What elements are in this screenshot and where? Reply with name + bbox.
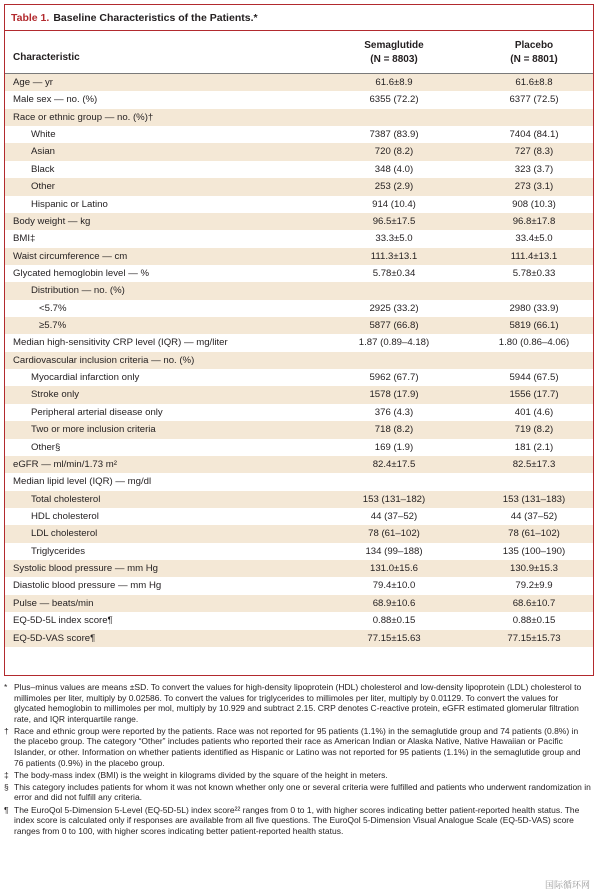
header-semaglutide — [334, 39, 454, 67]
table-row — [5, 126, 593, 143]
row-label: Median high-sensitivity CRP level (IQR) — mg/liter — [13, 337, 228, 349]
table-label: Table 1. — [11, 11, 50, 24]
placebo-value: 135 (100–190) — [502, 545, 566, 557]
placebo-value: 0.88±0.15 — [512, 615, 556, 627]
placebo-value: 5819 (66.1) — [509, 320, 559, 332]
table-row — [5, 525, 593, 542]
semaglutide-value: 77.15±15.63 — [367, 632, 421, 644]
semaglutide-value: 44 (37–52) — [370, 510, 418, 522]
footnote-symbol: § — [4, 781, 9, 792]
table-row — [5, 265, 593, 282]
table-title: Baseline Characteristics of the Patients.* — [53, 11, 258, 24]
semaglutide-value: 169 (1.9) — [374, 441, 414, 453]
footnote — [4, 805, 592, 837]
row-label: Median lipid level (IQR) — mg/dl — [13, 476, 152, 488]
placebo-value: 1556 (17.7) — [509, 389, 559, 401]
footnote — [4, 770, 592, 781]
row-label: Male sex — no. (%) — [13, 94, 98, 106]
header-placebo-name: Placebo — [514, 40, 554, 51]
semaglutide-value: 33.3±5.0 — [375, 233, 413, 245]
header-placebo-n: (N = 8801) — [510, 54, 558, 65]
row-label: Age — yr — [13, 77, 53, 88]
placebo-value: 82.5±17.3 — [512, 458, 556, 470]
semaglutide-value: 253 (2.9) — [374, 181, 414, 193]
row-label: EQ-5D-VAS score¶ — [13, 632, 96, 644]
row-label: Total cholesterol — [31, 493, 101, 505]
semaglutide-value: 7387 (83.9) — [369, 129, 419, 141]
table-row — [5, 473, 593, 490]
row-label: Black — [31, 163, 55, 175]
semaglutide-value: 78 (61–102) — [368, 528, 420, 540]
row-label: Body weight — kg — [13, 215, 91, 227]
table-row — [5, 74, 593, 91]
table-row — [5, 213, 593, 230]
placebo-value: 96.8±17.8 — [512, 215, 556, 227]
table-row — [5, 91, 593, 108]
placebo-value: 77.15±15.73 — [507, 632, 561, 644]
table-row — [5, 143, 593, 160]
row-label: Two or more inclusion criteria — [31, 424, 156, 436]
table-row — [5, 421, 593, 438]
placebo-value: 323 (3.7) — [514, 163, 554, 175]
placebo-value: 6377 (72.5) — [509, 94, 559, 106]
semaglutide-value: 1.87 (0.89–4.18) — [358, 337, 430, 349]
placebo-value: 111.4±13.1 — [510, 250, 558, 262]
table-row — [5, 317, 593, 334]
row-label: Other — [31, 181, 55, 193]
footnote-text: The body-mass index (BMI) is the weight in kilograms divided by the square of the height in meters. — [14, 769, 388, 780]
row-label: Myocardial infarction only — [31, 372, 140, 384]
row-label: eGFR — ml/min/1.73 m² — [13, 458, 117, 470]
row-label: HDL cholesterol — [31, 510, 99, 522]
placebo-value: 5944 (67.5) — [509, 372, 559, 384]
semaglutide-value: 153 (131–182) — [362, 493, 426, 505]
semaglutide-value: 5.78±0.34 — [372, 267, 416, 279]
table-row — [5, 491, 593, 508]
row-label: Peripheral arterial disease only — [31, 406, 163, 418]
placebo-value: 2980 (33.9) — [509, 302, 559, 314]
footnote — [4, 682, 592, 724]
semaglutide-value: 0.88±0.15 — [372, 615, 416, 627]
row-label: Glycated hemoglobin level — % — [13, 267, 149, 279]
watermark-text: 国际循环网 — [544, 880, 590, 890]
table-footnotes — [4, 682, 592, 838]
semaglutide-value: 2925 (33.2) — [369, 302, 419, 314]
footnote-symbol: † — [4, 725, 9, 736]
footnote-text: Race and ethnic group were reported by the patients. Race was not reported for 95 patients (1.1%) in the semaglutide group and 74 patients (0.8%) in the placebo group. The category “Other” includes patients who reported their race as American Indian or Alaska Native, Native Hawaiian or Pacific Islander, or other. Information on whether patients identified as Hispanic or Latino was not reported for 95 patients (1.1%) in the semaglutide group and 76 patients (0.9%) in the placebo group. — [14, 725, 581, 768]
placebo-value: 181 (2.1) — [514, 441, 554, 453]
header-placebo — [474, 39, 594, 67]
header-semaglutide-n: (N = 8803) — [370, 54, 418, 65]
table-row — [5, 109, 593, 126]
table-title-bar — [5, 5, 593, 31]
table-row — [5, 369, 593, 386]
row-label: Asian — [31, 146, 55, 158]
header-semaglutide-name: Semaglutide — [364, 40, 424, 51]
semaglutide-value: 348 (4.0) — [374, 163, 414, 175]
table-row — [5, 248, 593, 265]
row-label: <5.7% — [39, 302, 67, 314]
table-row — [5, 386, 593, 403]
row-label: Stroke only — [31, 389, 79, 401]
placebo-value: 78 (61–102) — [508, 528, 560, 540]
semaglutide-value: 914 (10.4) — [372, 198, 416, 210]
table-row — [5, 178, 593, 195]
semaglutide-value: 1578 (17.9) — [369, 389, 419, 401]
table-row — [5, 404, 593, 421]
semaglutide-value: 5877 (66.8) — [369, 320, 419, 332]
placebo-value: 153 (131–183) — [502, 493, 566, 505]
footnote-symbol: ¶ — [4, 804, 9, 815]
footnote-text: The EuroQol 5-Dimension 5-Level (EQ-5D-5L) index score²² ranges from 0 to 1, with higher scores indicating better patient-reported health status. The index score is calculated only if responses are available from all five questions. The EuroQol 5-Dimension Visual Analogue Scale (EQ-5D-VAS) score ranges from 0 to 100, with higher scores indicating better patient-reported health status. — [14, 804, 580, 836]
placebo-value: 61.6±8.8 — [515, 77, 553, 88]
table-row — [5, 543, 593, 560]
semaglutide-value: 6355 (72.2) — [369, 94, 419, 106]
footnote-text: This category includes patients for whom it was not known whether only one or several criteria were fulfilled and patients who underwent randomization in error and did not fulfill any criteria. — [14, 781, 591, 803]
footnote-symbol: * — [4, 682, 8, 692]
baseline-characteristics-table — [4, 4, 594, 676]
footnote-symbol: ‡ — [4, 769, 9, 780]
semaglutide-value: 61.6±8.9 — [375, 77, 413, 88]
table-body — [5, 74, 593, 647]
semaglutide-value: 5962 (67.7) — [369, 372, 419, 384]
row-label: Distribution — no. (%) — [31, 285, 125, 297]
footnote — [4, 782, 592, 803]
table-row — [5, 508, 593, 525]
table-row — [5, 300, 593, 317]
table-row — [5, 161, 593, 178]
row-label: BMI‡ — [13, 233, 36, 245]
row-label: Pulse — beats/min — [13, 597, 94, 609]
placebo-value: 908 (10.3) — [512, 198, 556, 210]
table-row — [5, 630, 593, 647]
row-label: Systolic blood pressure — mm Hg — [13, 563, 159, 575]
table-row — [5, 595, 593, 612]
semaglutide-value: 68.9±10.6 — [372, 597, 416, 609]
placebo-value: 33.4±5.0 — [515, 233, 553, 245]
placebo-value: 273 (3.1) — [514, 181, 554, 193]
semaglutide-value: 718 (8.2) — [374, 424, 414, 436]
placebo-value: 719 (8.2) — [514, 424, 554, 436]
header-characteristic: Characteristic — [13, 52, 80, 63]
row-label: Race or ethnic group — no. (%)† — [13, 111, 154, 123]
placebo-value: 79.2±9.9 — [515, 580, 553, 592]
row-label: ≥5.7% — [39, 320, 67, 332]
placebo-value: 130.9±15.3 — [510, 563, 558, 575]
semaglutide-value: 134 (99–188) — [365, 545, 423, 557]
row-label: White — [31, 129, 56, 141]
table-row — [5, 230, 593, 247]
semaglutide-value: 376 (4.3) — [374, 406, 414, 418]
semaglutide-value: 720 (8.2) — [374, 146, 414, 158]
table-row — [5, 439, 593, 456]
placebo-value: 401 (4.6) — [514, 406, 554, 418]
row-label: LDL cholesterol — [31, 528, 98, 540]
table-header — [5, 31, 593, 74]
semaglutide-value: 131.0±15.6 — [370, 563, 418, 575]
table-row — [5, 577, 593, 594]
table-row — [5, 352, 593, 369]
semaglutide-value: 96.5±17.5 — [372, 215, 416, 227]
table-row — [5, 612, 593, 629]
row-label: Other§ — [31, 441, 61, 453]
table-row — [5, 282, 593, 299]
placebo-value: 44 (37–52) — [510, 510, 558, 522]
table-row — [5, 456, 593, 473]
row-label: EQ-5D-5L index score¶ — [13, 615, 113, 627]
row-label: Diastolic blood pressure — mm Hg — [13, 580, 162, 592]
placebo-value: 68.6±10.7 — [512, 597, 556, 609]
table-row — [5, 334, 593, 351]
footnote — [4, 726, 592, 768]
footnote-text: Plus–minus values are means ±SD. To convert the values for high-density lipoprotein (HDL) cholesterol and low-density lipoprotein (LDL) cholesterol to millimoles per liter, multiply by 0.02586. To convert the values for triglycerides to millimoles per liter, multiply by 0.01129. To convert the values for glycated hemoglobin to millimoles per mol, multiply by 10.929 and subtract 2.15. CRP denotes C-reactive protein, eGFR estimated glomerular filtration rate, and IQR interquartile range. — [14, 682, 582, 724]
placebo-value: 727 (8.3) — [514, 146, 554, 158]
row-label: Hispanic or Latino — [31, 198, 108, 210]
table-row — [5, 196, 593, 213]
placebo-value: 7404 (84.1) — [509, 129, 559, 141]
semaglutide-value: 82.4±17.5 — [372, 458, 416, 470]
row-label: Waist circumference — cm — [13, 250, 128, 262]
placebo-value: 5.78±0.33 — [512, 267, 556, 279]
semaglutide-value: 79.4±10.0 — [372, 580, 416, 592]
semaglutide-value: 111.3±13.1 — [370, 250, 418, 262]
table-row — [5, 560, 593, 577]
row-label: Triglycerides — [31, 545, 86, 557]
row-label: Cardiovascular inclusion criteria — no. (%) — [13, 354, 195, 366]
placebo-value: 1.80 (0.86–4.06) — [498, 337, 570, 349]
